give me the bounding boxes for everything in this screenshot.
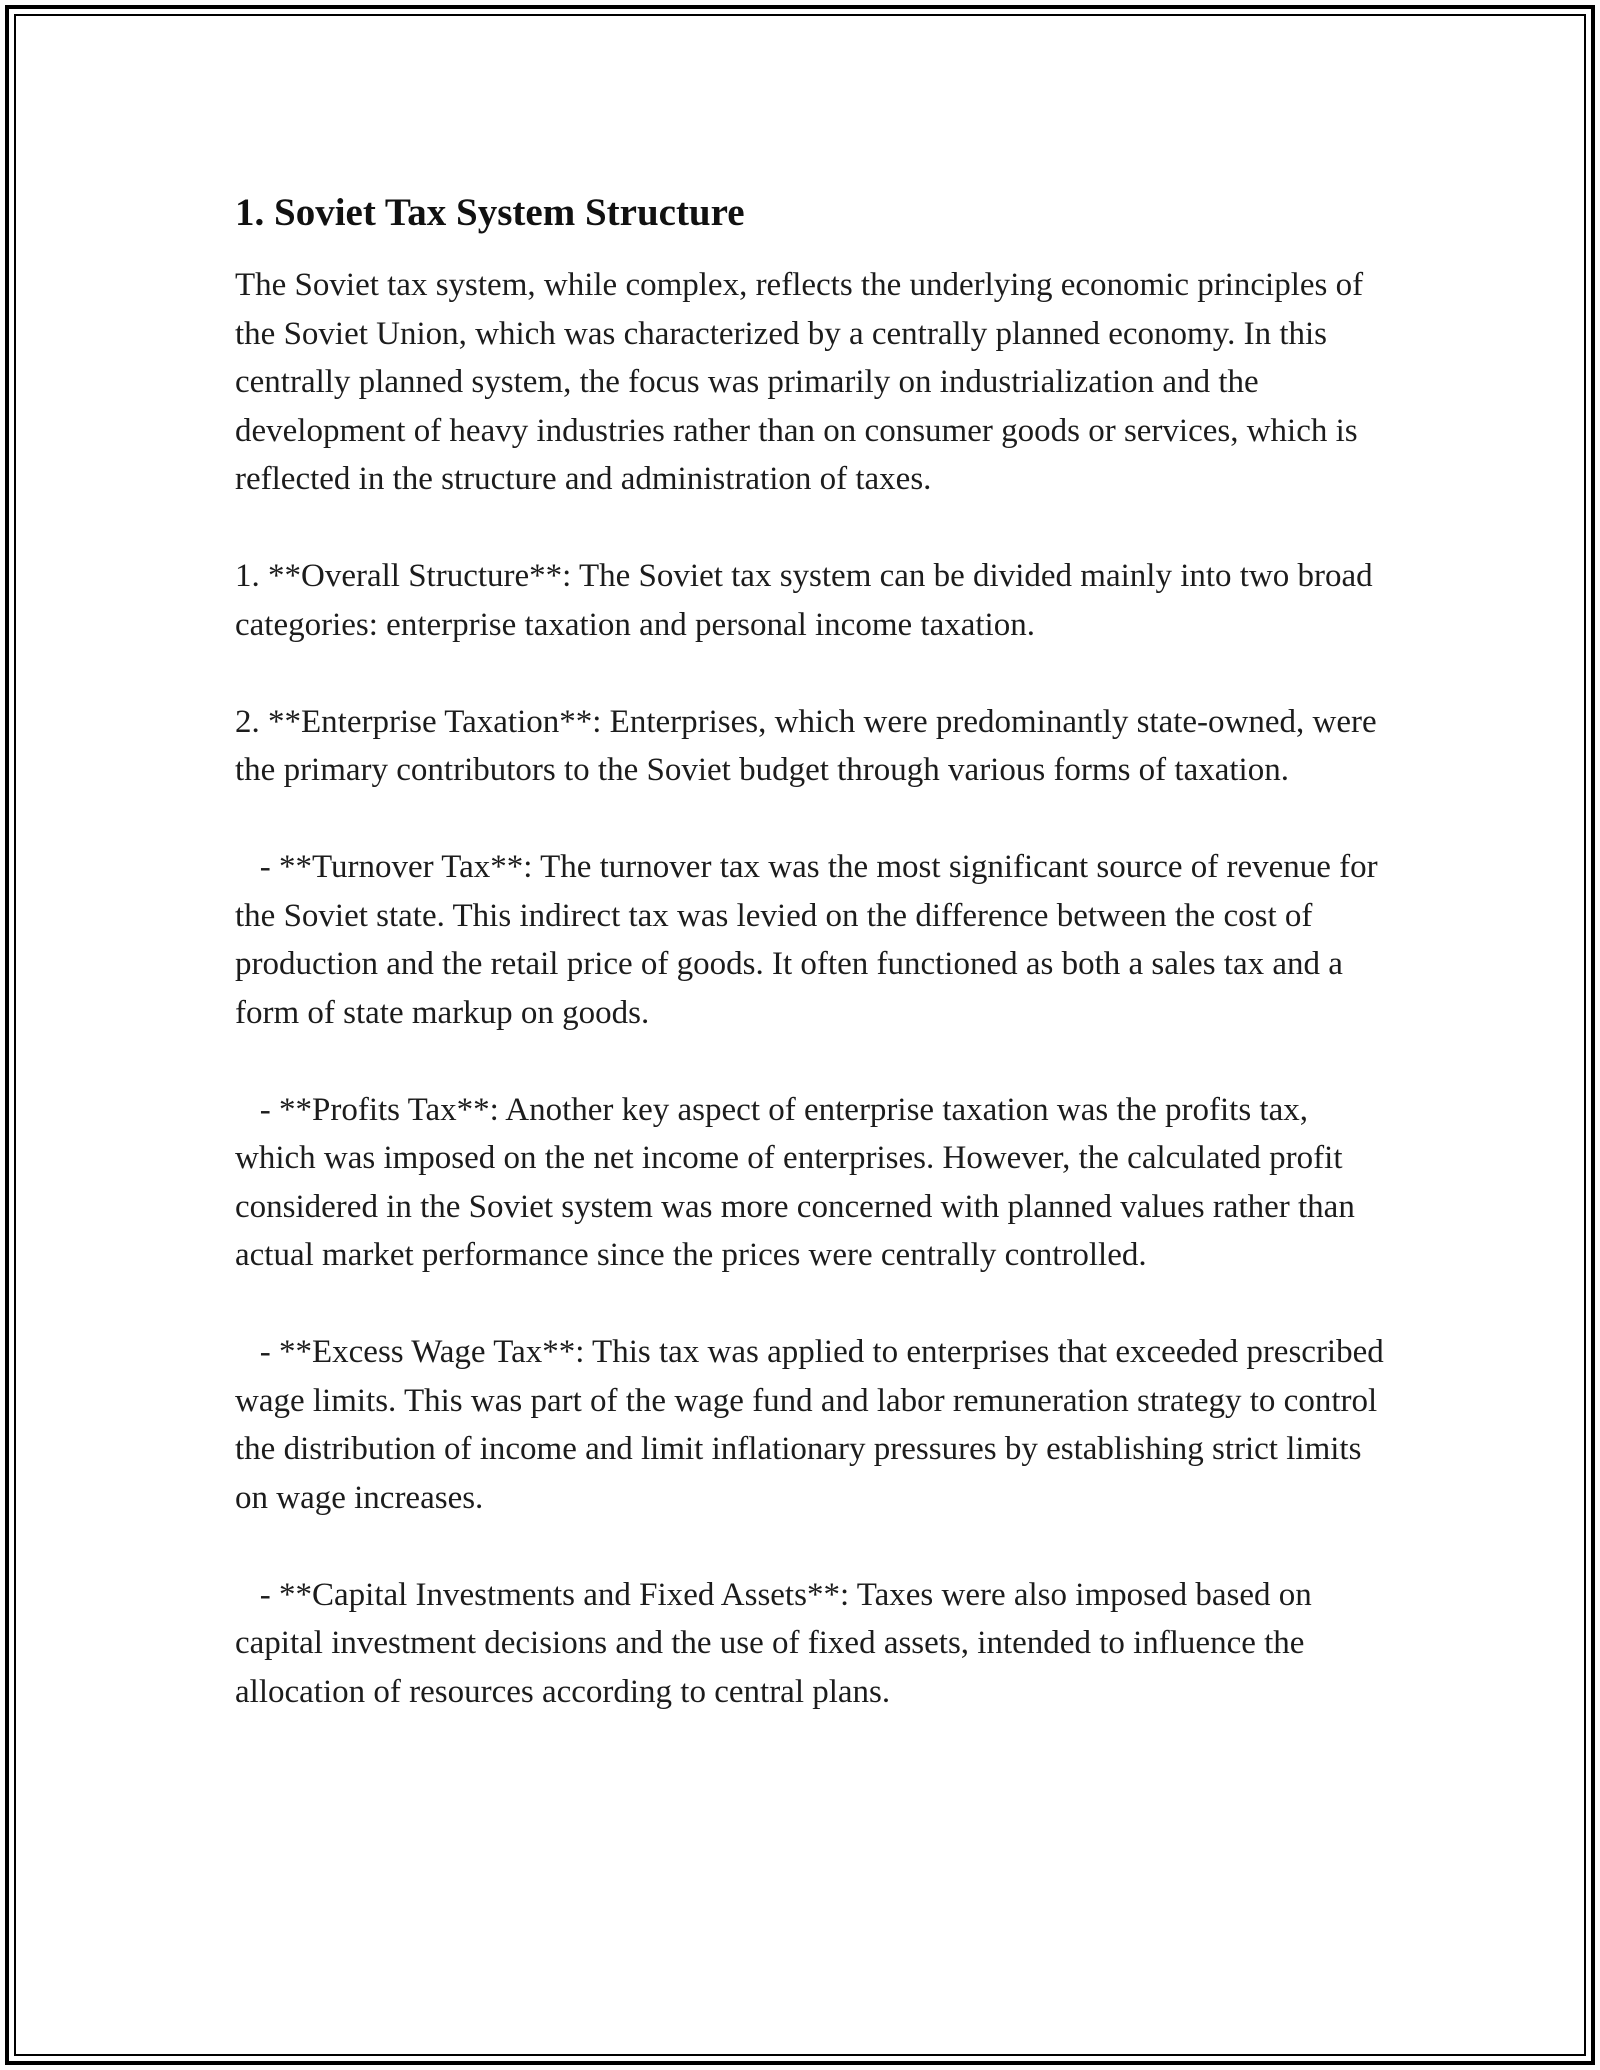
overall-structure-paragraph: 1. **Overall Structure**: The Soviet tax system can be divided mainly into two broad categories: enterprise taxation and personal income taxation. [235, 558, 1381, 643]
profits-tax-paragraph: - **Profits Tax**: Another key aspect of enterprise taxation was the profits tax, which was imposed on the net income of enterprises. However, the calculated profit considered in the Soviet system was more concerned with planned values rather than actual market performance since the prices were centrally controlled. [235, 1091, 1364, 1273]
turnover-tax-paragraph: - **Turnover Tax**: The turnover tax was the most significant source of revenue for the Soviet state. This indirect tax was levied on the difference between the cost of production and the retail price of goods. It often functioned as both a sales tax and a form of state markup on goods. [235, 849, 1386, 1031]
intro-paragraph: The Soviet tax system, while complex, reflects the underlying economic principles of the Soviet Union, which was characterized by a centrally planned economy. In this centrally planned system, the focus was primarily on industrialization and the development of heavy industries rather than on consumer goods or services, which is reflected in the structure and administration of taxes. [235, 267, 1372, 497]
section-heading: 1. Soviet Tax System Structure [235, 191, 745, 234]
excess-wage-tax-paragraph: - **Excess Wage Tax**: This tax was applied to enterprises that exceeded prescribed wage limits. This was part of the wage fund and labor remuneration strategy to control the distribution of income and limit inflationary pressures by establishing strict limits on wage increases. [235, 1334, 1392, 1516]
capital-investments-paragraph: - **Capital Investments and Fixed Assets**: Taxes were also imposed based on capital investment decisions and the use of fixed assets, intended to influence the allocation of resources according to central plans. [235, 1576, 1320, 1710]
enterprise-taxation-paragraph: 2. **Enterprise Taxation**: Enterprises, which were predominantly state-owned, were the primary contributors to the Soviet budget through various forms of taxation. [235, 703, 1385, 788]
document-body [235, 185, 1392, 1765]
